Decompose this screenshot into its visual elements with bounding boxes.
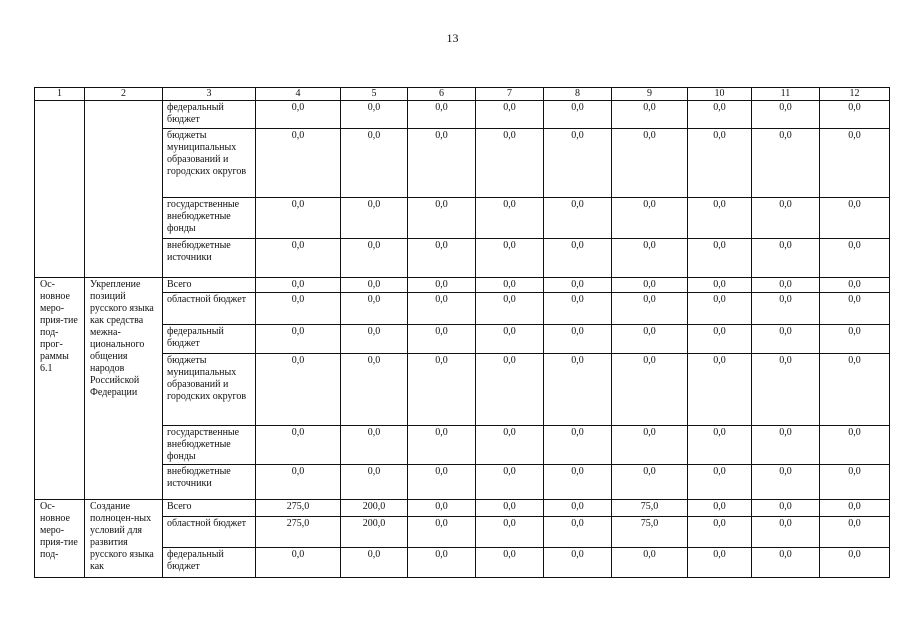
column-header: 4 — [256, 88, 341, 101]
amount-cell: 0,0 — [612, 198, 688, 239]
amount-cell: 0,0 — [820, 325, 890, 354]
amount-cell: 0,0 — [256, 465, 341, 500]
amount-cell: 0,0 — [408, 278, 476, 293]
table-row — [35, 500, 890, 517]
page-number: 13 — [446, 31, 459, 45]
amount-cell: 0,0 — [476, 548, 544, 578]
amount-cell: 0,0 — [752, 278, 820, 293]
amount-cell: 0,0 — [256, 354, 341, 426]
activity-code-cell: Ос-новное меро-прия-тие под-прог-раммы 6.1 — [35, 278, 85, 500]
amount-cell: 0,0 — [544, 517, 612, 548]
activity-code-cell — [35, 101, 85, 278]
table-row — [35, 354, 890, 426]
amount-cell: 200,0 — [341, 500, 408, 517]
amount-cell: 0,0 — [408, 129, 476, 198]
amount-cell: 0,0 — [820, 278, 890, 293]
table-row — [35, 325, 890, 354]
amount-cell: 0,0 — [820, 129, 890, 198]
amount-cell: 0,0 — [408, 101, 476, 129]
column-header: 7 — [476, 88, 544, 101]
amount-cell: 0,0 — [476, 101, 544, 129]
amount-cell: 0,0 — [544, 426, 612, 465]
table-row — [35, 548, 890, 578]
amount-cell: 0,0 — [408, 354, 476, 426]
amount-cell: 0,0 — [256, 293, 341, 325]
amount-cell: 0,0 — [820, 239, 890, 278]
header-row — [35, 88, 890, 101]
amount-cell: 0,0 — [752, 465, 820, 500]
amount-cell: 0,0 — [408, 239, 476, 278]
amount-cell: 0,0 — [612, 426, 688, 465]
amount-cell: 0,0 — [256, 101, 341, 129]
amount-cell: 0,0 — [612, 325, 688, 354]
amount-cell: 0,0 — [688, 517, 752, 548]
amount-cell: 0,0 — [544, 354, 612, 426]
amount-cell: 0,0 — [476, 129, 544, 198]
funding-source-cell: Всего — [163, 500, 256, 517]
amount-cell: 0,0 — [476, 239, 544, 278]
amount-cell: 0,0 — [752, 101, 820, 129]
amount-cell: 0,0 — [688, 465, 752, 500]
amount-cell: 0,0 — [612, 239, 688, 278]
funding-source-cell: государственные внебюджетные фонды — [163, 198, 256, 239]
amount-cell: 0,0 — [476, 465, 544, 500]
amount-cell: 0,0 — [544, 500, 612, 517]
amount-cell: 0,0 — [256, 278, 341, 293]
amount-cell: 0,0 — [256, 548, 341, 578]
funding-source-cell: государственные внебюджетные фонды — [163, 426, 256, 465]
amount-cell: 0,0 — [256, 325, 341, 354]
amount-cell: 0,0 — [341, 354, 408, 426]
amount-cell: 0,0 — [544, 325, 612, 354]
amount-cell: 0,0 — [612, 548, 688, 578]
amount-cell: 0,0 — [341, 548, 408, 578]
amount-cell: 0,0 — [612, 465, 688, 500]
amount-cell: 0,0 — [408, 325, 476, 354]
amount-cell: 0,0 — [820, 101, 890, 129]
amount-cell: 0,0 — [688, 129, 752, 198]
amount-cell: 0,0 — [752, 198, 820, 239]
amount-cell: 0,0 — [341, 293, 408, 325]
column-header: 6 — [408, 88, 476, 101]
amount-cell: 0,0 — [341, 465, 408, 500]
amount-cell: 0,0 — [544, 198, 612, 239]
table-row — [35, 517, 890, 548]
amount-cell: 0,0 — [688, 101, 752, 129]
funding-source-cell: Всего — [163, 278, 256, 293]
amount-cell: 0,0 — [688, 500, 752, 517]
amount-cell: 0,0 — [544, 465, 612, 500]
activity-name-cell — [85, 101, 163, 278]
table-row — [35, 129, 890, 198]
column-header: 2 — [85, 88, 163, 101]
table-row — [35, 101, 890, 129]
funding-source-cell: федеральный бюджет — [163, 548, 256, 578]
table-row — [35, 426, 890, 465]
amount-cell: 0,0 — [408, 426, 476, 465]
amount-cell: 75,0 — [612, 517, 688, 548]
amount-cell: 0,0 — [612, 101, 688, 129]
amount-cell: 0,0 — [688, 293, 752, 325]
amount-cell: 0,0 — [408, 293, 476, 325]
amount-cell: 0,0 — [476, 325, 544, 354]
amount-cell: 0,0 — [341, 101, 408, 129]
amount-cell: 0,0 — [476, 517, 544, 548]
funding-source-cell: федеральный бюджет — [163, 101, 256, 129]
budget-table — [34, 87, 890, 578]
column-header: 10 — [688, 88, 752, 101]
table-row — [35, 198, 890, 239]
amount-cell: 0,0 — [408, 548, 476, 578]
amount-cell: 75,0 — [612, 500, 688, 517]
amount-cell: 0,0 — [752, 239, 820, 278]
amount-cell: 0,0 — [544, 101, 612, 129]
amount-cell: 0,0 — [752, 325, 820, 354]
column-header: 3 — [163, 88, 256, 101]
funding-source-cell: бюджеты муниципальных образований и городских округов — [163, 354, 256, 426]
amount-cell: 0,0 — [820, 293, 890, 325]
amount-cell: 0,0 — [341, 129, 408, 198]
amount-cell: 0,0 — [544, 278, 612, 293]
amount-cell: 0,0 — [688, 548, 752, 578]
funding-source-cell: внебюджетные источники — [163, 239, 256, 278]
funding-source-cell: внебюджетные источники — [163, 465, 256, 500]
amount-cell: 0,0 — [688, 426, 752, 465]
amount-cell: 0,0 — [544, 548, 612, 578]
amount-cell: 0,0 — [408, 517, 476, 548]
amount-cell: 0,0 — [820, 465, 890, 500]
amount-cell: 0,0 — [408, 500, 476, 517]
amount-cell: 0,0 — [688, 354, 752, 426]
column-header: 5 — [341, 88, 408, 101]
amount-cell: 0,0 — [476, 354, 544, 426]
amount-cell: 0,0 — [476, 293, 544, 325]
column-header: 1 — [35, 88, 85, 101]
funding-source-cell: областной бюджет — [163, 293, 256, 325]
amount-cell: 0,0 — [688, 198, 752, 239]
amount-cell: 0,0 — [341, 325, 408, 354]
amount-cell: 200,0 — [341, 517, 408, 548]
amount-cell: 0,0 — [752, 548, 820, 578]
amount-cell: 0,0 — [341, 198, 408, 239]
amount-cell: 0,0 — [688, 239, 752, 278]
amount-cell: 0,0 — [256, 198, 341, 239]
amount-cell: 0,0 — [752, 129, 820, 198]
amount-cell: 0,0 — [820, 548, 890, 578]
amount-cell: 0,0 — [476, 500, 544, 517]
column-header: 12 — [820, 88, 890, 101]
amount-cell: 0,0 — [612, 129, 688, 198]
amount-cell: 0,0 — [256, 129, 341, 198]
amount-cell: 0,0 — [820, 354, 890, 426]
amount-cell: 0,0 — [476, 278, 544, 293]
amount-cell: 0,0 — [752, 354, 820, 426]
activity-name-cell: Создание полноцен-ных условий для развития русского языка как — [85, 500, 163, 578]
amount-cell: 0,0 — [408, 465, 476, 500]
amount-cell: 0,0 — [341, 239, 408, 278]
amount-cell: 0,0 — [256, 239, 341, 278]
amount-cell: 0,0 — [341, 278, 408, 293]
amount-cell: 275,0 — [256, 500, 341, 517]
amount-cell: 0,0 — [752, 293, 820, 325]
funding-source-cell: бюджеты муниципальных образований и городских округов — [163, 129, 256, 198]
amount-cell: 275,0 — [256, 517, 341, 548]
table-row — [35, 293, 890, 325]
amount-cell: 0,0 — [752, 500, 820, 517]
amount-cell: 0,0 — [544, 239, 612, 278]
amount-cell: 0,0 — [820, 198, 890, 239]
amount-cell: 0,0 — [688, 278, 752, 293]
amount-cell: 0,0 — [752, 426, 820, 465]
amount-cell: 0,0 — [612, 354, 688, 426]
funding-source-cell: областной бюджет — [163, 517, 256, 548]
amount-cell: 0,0 — [341, 426, 408, 465]
amount-cell: 0,0 — [408, 198, 476, 239]
amount-cell: 0,0 — [820, 517, 890, 548]
activity-code-cell: Ос-новное меро-прия-тие под- — [35, 500, 85, 578]
amount-cell: 0,0 — [612, 278, 688, 293]
activity-name-cell: Укрепление позиций русского языка как средства межна-ционального общения народов Российской Федерации — [85, 278, 163, 500]
funding-source-cell: федеральный бюджет — [163, 325, 256, 354]
column-header: 9 — [612, 88, 688, 101]
column-header: 11 — [752, 88, 820, 101]
amount-cell: 0,0 — [688, 325, 752, 354]
amount-cell: 0,0 — [544, 293, 612, 325]
amount-cell: 0,0 — [612, 293, 688, 325]
amount-cell: 0,0 — [476, 198, 544, 239]
table-row — [35, 465, 890, 500]
amount-cell: 0,0 — [820, 426, 890, 465]
amount-cell: 0,0 — [256, 426, 341, 465]
column-header: 8 — [544, 88, 612, 101]
amount-cell: 0,0 — [752, 517, 820, 548]
amount-cell: 0,0 — [476, 426, 544, 465]
table-row — [35, 278, 890, 293]
table-row — [35, 239, 890, 278]
amount-cell: 0,0 — [544, 129, 612, 198]
amount-cell: 0,0 — [820, 500, 890, 517]
